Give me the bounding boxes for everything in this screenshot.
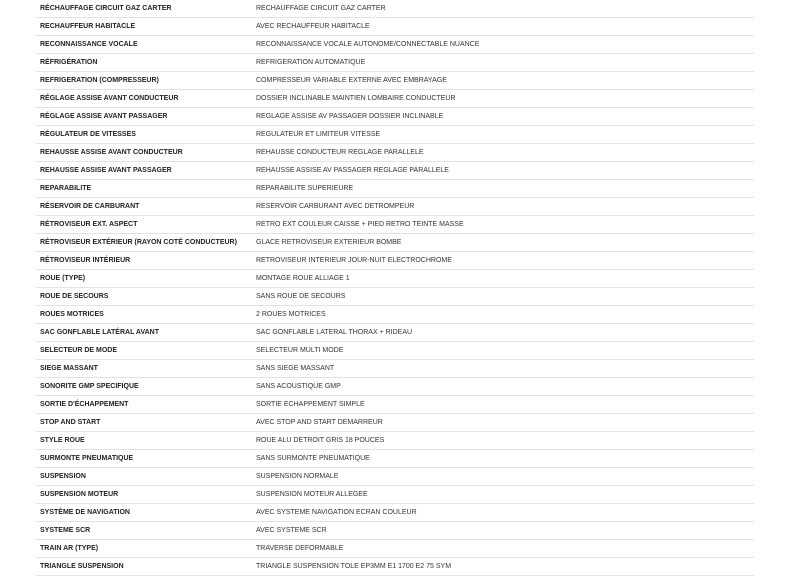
spec-label: TRIANGLE SUSPENSION — [36, 558, 252, 576]
table-row — [36, 162, 754, 180]
table-row — [36, 90, 754, 108]
spec-label: SYSTÈME DE NAVIGATION — [36, 504, 252, 522]
table-row — [36, 144, 754, 162]
spec-value: RECONNAISSANCE VOCALE AUTONOME/CONNECTABLE NUANCE — [252, 36, 754, 54]
table-row — [36, 432, 754, 450]
spec-value: REGLAGE ASSISE AV PASSAGER DOSSIER INCLINABLE — [252, 108, 754, 126]
table-row — [36, 342, 754, 360]
spec-label: ROUE (TYPE) — [36, 270, 252, 288]
table-row — [36, 378, 754, 396]
spec-value: ROUE ALU DETROIT GRIS 18 POUCES — [252, 432, 754, 450]
spec-label: SAC GONFLABLE LATÉRAL AVANT — [36, 324, 252, 342]
spec-label: SUSPENSION MOTEUR — [36, 486, 252, 504]
spec-label: SUSPENSION — [36, 468, 252, 486]
table-row — [36, 558, 754, 576]
spec-label: REHAUSSE ASSISE AVANT PASSAGER — [36, 162, 252, 180]
table-row — [36, 360, 754, 378]
spec-label: SIEGE MASSANT — [36, 360, 252, 378]
spec-value: AVEC STOP AND START DEMARREUR — [252, 414, 754, 432]
spec-value: REHAUSSE CONDUCTEUR REGLAGE PARALLELE — [252, 144, 754, 162]
table-row — [36, 0, 754, 18]
spec-value: REHAUSSE ASSISE AV PASSAGER REGLAGE PARALLELE — [252, 162, 754, 180]
spec-value: REFRIGERATION AUTOMATIQUE — [252, 54, 754, 72]
spec-value: TRIANGLE SUSPENSION TOLE EP3MM E1 1700 E2 75 SYM — [252, 558, 754, 576]
spec-label: RÉTROVISEUR EXTÉRIEUR (RAYON COTÉ CONDUCTEUR) — [36, 234, 252, 252]
spec-value: AVEC SYSTEME NAVIGATION ECRAN COULEUR — [252, 504, 754, 522]
spec-label: SURMONTE PNEUMATIQUE — [36, 450, 252, 468]
spec-label: SYSTEME SCR — [36, 522, 252, 540]
spec-value: SUSPENSION NORMALE — [252, 468, 754, 486]
spec-value: AVEC RECHAUFFEUR HABITACLE — [252, 18, 754, 36]
spec-value: SORTIE ECHAPPEMENT SIMPLE — [252, 396, 754, 414]
table-row — [36, 54, 754, 72]
spec-label: STYLE ROUE — [36, 432, 252, 450]
spec-label: RÉGLAGE ASSISE AVANT CONDUCTEUR — [36, 90, 252, 108]
spec-value: REGULATEUR ET LIMITEUR VITESSE — [252, 126, 754, 144]
table-row — [36, 396, 754, 414]
table-row — [36, 324, 754, 342]
spec-value: RETROVISEUR INTERIEUR JOUR-NUIT ELECTROCHROME — [252, 252, 754, 270]
table-row — [36, 468, 754, 486]
spec-value: SANS SIEGE MASSANT — [252, 360, 754, 378]
spec-value: AVEC SYSTEME SCR — [252, 522, 754, 540]
table-row — [36, 234, 754, 252]
spec-label: RECHAUFFEUR HABITACLE — [36, 18, 252, 36]
spec-label: TRAIN AR (TYPE) — [36, 540, 252, 558]
table-row — [36, 36, 754, 54]
spec-value: RESERVOIR CARBURANT AVEC DETROMPEUR — [252, 198, 754, 216]
spec-value: TRAVERSE DEFORMABLE — [252, 540, 754, 558]
spec-label: SORTIE D'ÉCHAPPEMENT — [36, 396, 252, 414]
spec-value: SANS SURMONTE PNEUMATIQUE — [252, 450, 754, 468]
table-row — [36, 288, 754, 306]
table-row — [36, 180, 754, 198]
spec-label: REPARABILITE — [36, 180, 252, 198]
spec-label: ROUES MOTRICES — [36, 306, 252, 324]
specifications-body — [36, 0, 754, 576]
spec-value: SELECTEUR MULTI MODE — [252, 342, 754, 360]
specifications-table — [36, 0, 754, 576]
spec-label: ROUE DE SECOURS — [36, 288, 252, 306]
spec-label: RÉSERVOIR DE CARBURANT — [36, 198, 252, 216]
table-row — [36, 414, 754, 432]
spec-value: SAC GONFLABLE LATERAL THORAX + RIDEAU — [252, 324, 754, 342]
table-row — [36, 108, 754, 126]
spec-label: REHAUSSE ASSISE AVANT CONDUCTEUR — [36, 144, 252, 162]
spec-label: RÉCHAUFFAGE CIRCUIT GAZ CARTER — [36, 0, 252, 18]
spec-label: RECONNAISSANCE VOCALE — [36, 36, 252, 54]
table-row — [36, 306, 754, 324]
table-row — [36, 540, 754, 558]
spec-value: 2 ROUES MOTRICES — [252, 306, 754, 324]
table-row — [36, 126, 754, 144]
table-row — [36, 252, 754, 270]
spec-value: GLACE RETROVISEUR EXTERIEUR BOMBE — [252, 234, 754, 252]
spec-value: DOSSIER INCLINABLE MAINTIEN LOMBAIRE CONDUCTEUR — [252, 90, 754, 108]
spec-label: RÉTROVISEUR EXT. ASPECT — [36, 216, 252, 234]
table-row — [36, 486, 754, 504]
spec-label: SELECTEUR DE MODE — [36, 342, 252, 360]
spec-value: RETRO EXT COULEUR CAISSE + PIED RETRO TEINTE MASSE — [252, 216, 754, 234]
spec-label: RÉGLAGE ASSISE AVANT PASSAGER — [36, 108, 252, 126]
spec-label: RÉTROVISEUR INTÉRIEUR — [36, 252, 252, 270]
table-row — [36, 198, 754, 216]
spec-label: RÉFRIGÉRATION — [36, 54, 252, 72]
spec-value: SANS ROUE DE SECOURS — [252, 288, 754, 306]
spec-label: STOP AND START — [36, 414, 252, 432]
table-row — [36, 504, 754, 522]
spec-value: SUSPENSION MOTEUR ALLEGEE — [252, 486, 754, 504]
table-row — [36, 270, 754, 288]
table-row — [36, 522, 754, 540]
spec-value: SANS ACOUSTIQUE GMP — [252, 378, 754, 396]
table-row — [36, 450, 754, 468]
spec-value: MONTAGE ROUE ALLIAGE 1 — [252, 270, 754, 288]
spec-label: SONORITE GMP SPECIFIQUE — [36, 378, 252, 396]
table-row — [36, 216, 754, 234]
spec-label: RÉGULATEUR DE VITESSES — [36, 126, 252, 144]
table-row — [36, 18, 754, 36]
spec-value: REPARABILITE SUPERIEURE — [252, 180, 754, 198]
table-row — [36, 72, 754, 90]
spec-value: RECHAUFFAGE CIRCUIT GAZ CARTER — [252, 0, 754, 18]
spec-value: COMPRESSEUR VARIABLE EXTERNE AVEC EMBRAYAGE — [252, 72, 754, 90]
spec-label: REFRIGERATION (COMPRESSEUR) — [36, 72, 252, 90]
